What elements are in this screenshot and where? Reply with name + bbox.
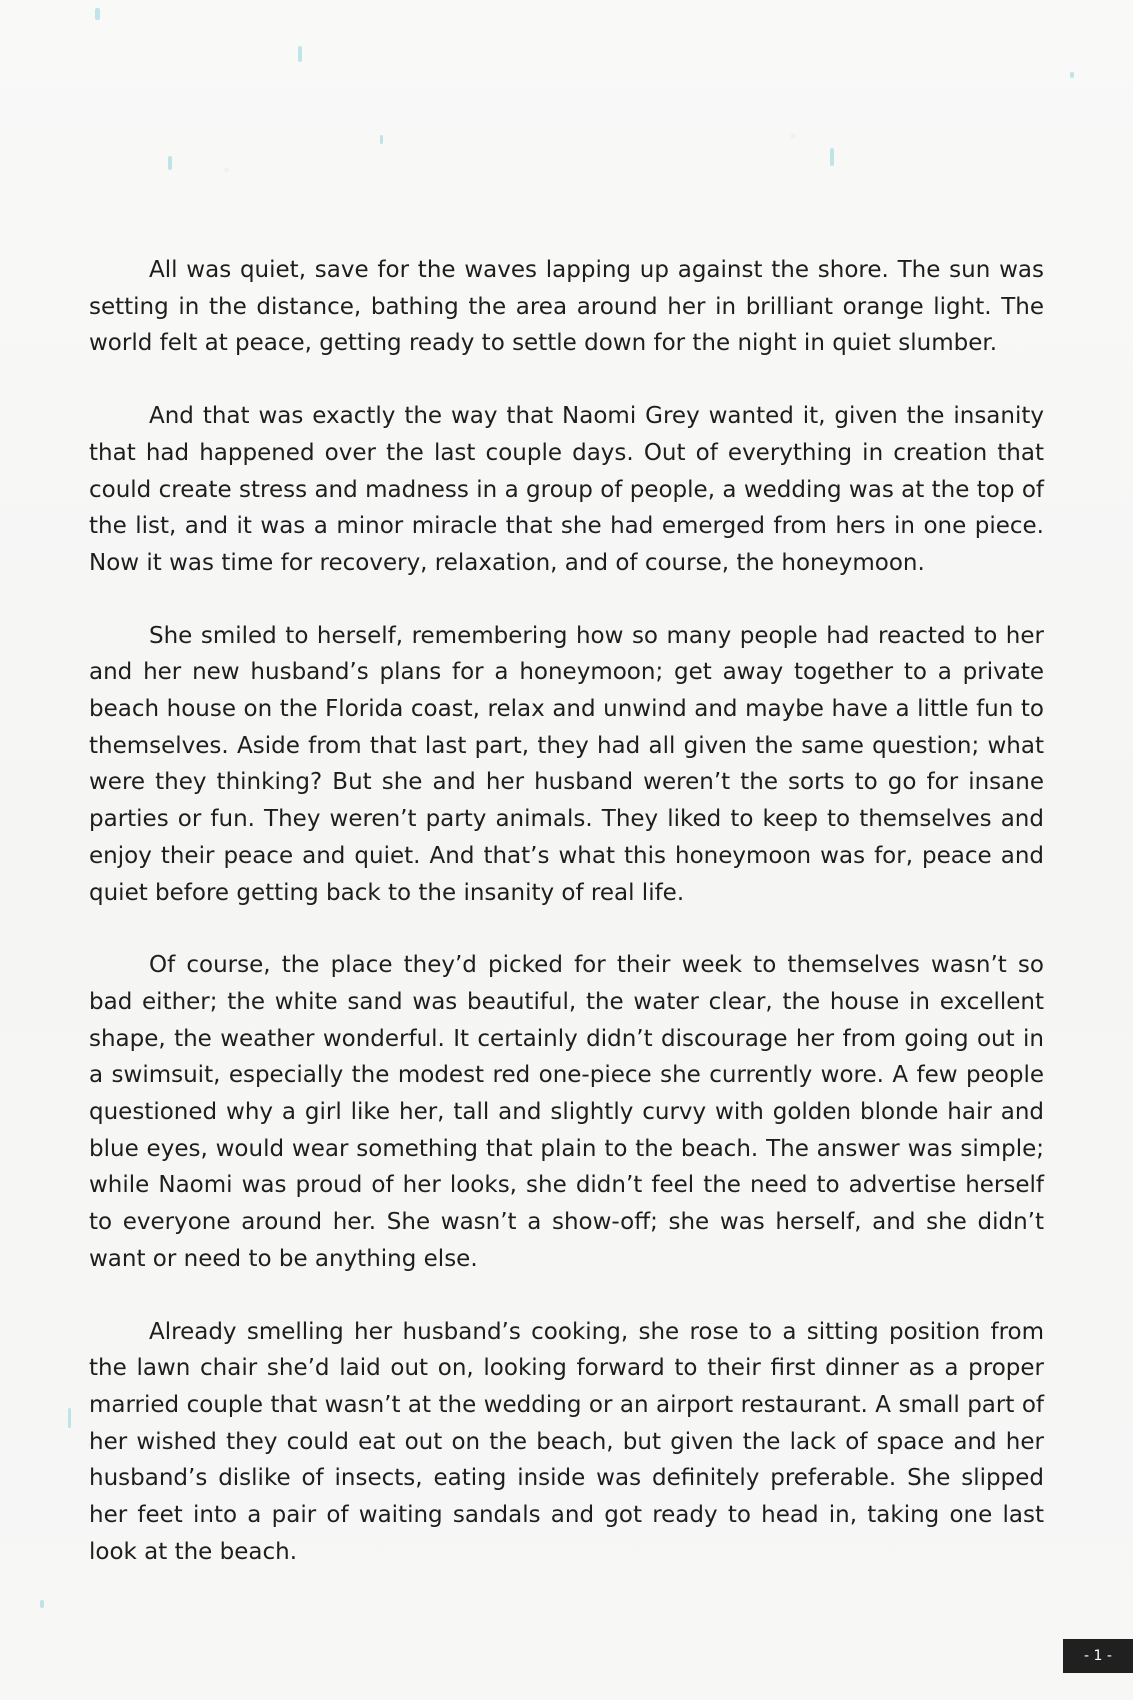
- paper-speck: [68, 1408, 71, 1428]
- paper-speck: [168, 156, 172, 170]
- paragraph: Of course, the place they’d picked for their week to themselves wasn’t so bad either; the white sand was beautiful, the water clear, the house in excellent shape, the weather wonderful. It certainly didn’t discourage her from going out in a swimsuit, especially the modest red one-piece she currently wore. A few people questioned why a girl like her, tall and slightly curvy with golden blonde hair and blue eyes, would wear something that plain to the beach. The answer was simple; while Naomi was proud of her looks, she didn’t feel the need to advertise herself to everyone around her. She wasn’t a show-off; she was herself, and she didn’t want or need to be anything else.: [89, 952, 1044, 1272]
- paper-speck: [95, 8, 100, 20]
- paper-speck: [830, 148, 834, 166]
- story-text: [89, 252, 1044, 1571]
- paper-speck: [1070, 72, 1074, 78]
- paragraph: All was quiet, save for the waves lapping up against the shore. The sun was setting in the distance, bathing the area around her in brilliant orange light. The world felt at peace, getting ready to settle down for the night in quiet slumber.: [89, 257, 1044, 357]
- paragraph: Already smelling her husband’s cooking, she rose to a sitting position from the lawn chair she’d laid out on, looking forward to their first dinner as a proper married couple that wasn’t at the wedding or an airport restaurant. A small part of her wished they could eat out on the beach, but given the lack of space and her husband’s dislike of insects, eating inside was definitely preferable. She slipped her feet into a pair of waiting sandals and got ready to head in, taking one last look at the beach.: [89, 1318, 1044, 1565]
- page-number: - 1 -: [1063, 1639, 1133, 1673]
- paragraph: And that was exactly the way that Naomi Grey wanted it, given the insanity that had happened over the last couple days. Out of everything in creation that could create stress and madness in a group of people, a wedding was at the top of the list, and it was a minor miracle that she had emerged from hers in one piece. Now it was time for recovery, relaxation, and of course, the honeymoon.: [89, 403, 1044, 576]
- paper-speck: [298, 46, 302, 62]
- paper-speck: [380, 135, 383, 144]
- paper-speck: [40, 1600, 44, 1608]
- paragraph: She smiled to herself, remembering how so many people had reacted to her and her new husband’s plans for a honeymoon; get away together to a private beach house on the Florida coast, relax and unwind and maybe have a little fun to themselves. Aside from that last part, they had all given the same question; what were they thinking? But she and her husband weren’t the sorts to go for insane parties or fun. They weren’t party animals. They liked to keep to themselves and enjoy their peace and quiet. And that’s what this honeymoon was for, peace and quiet before getting back to the insanity of real life.: [89, 622, 1044, 906]
